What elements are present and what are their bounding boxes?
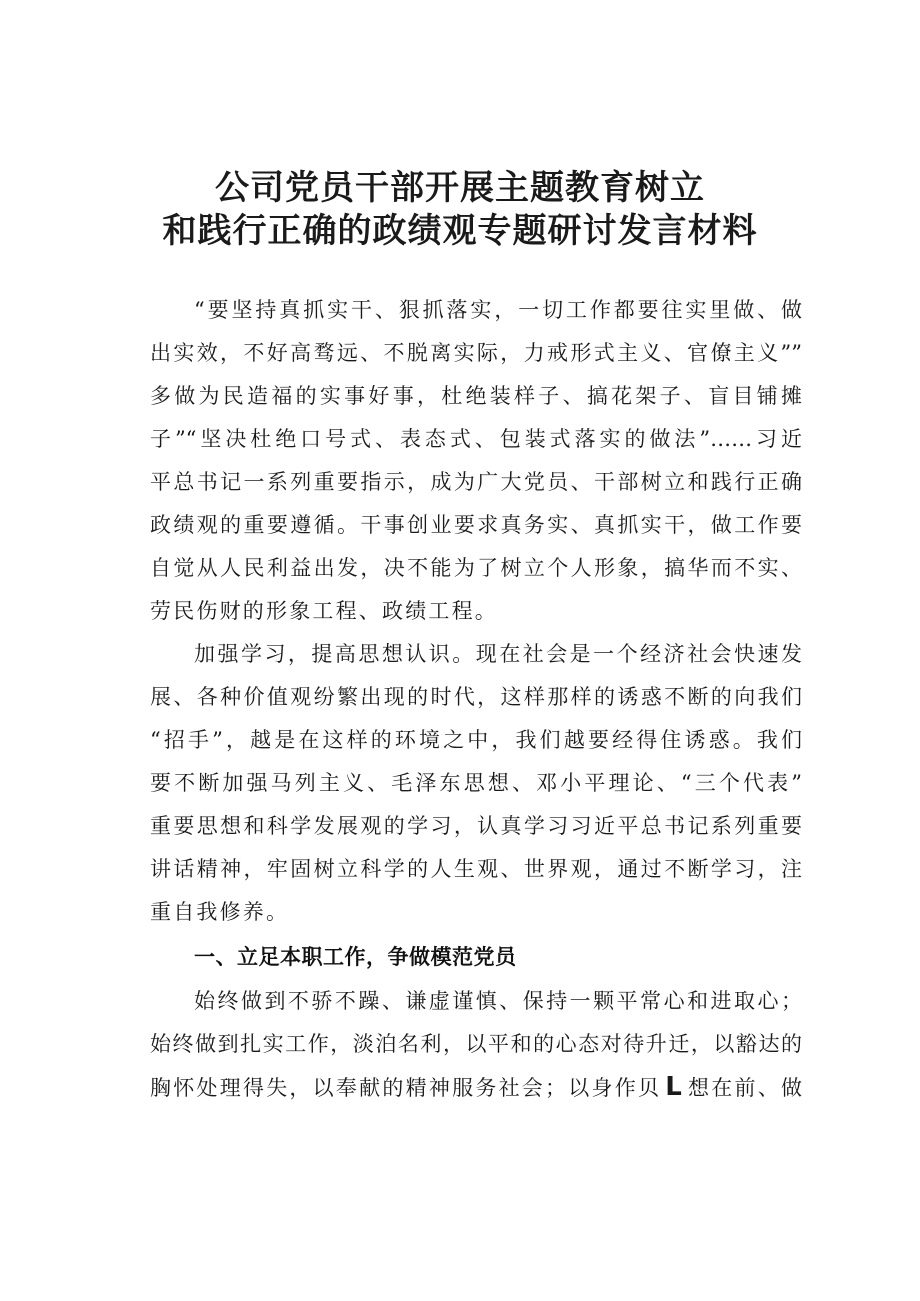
paragraph-3-line [150,1072,802,1102]
paragraph-2-line: 要不断加强马列主义、毛泽东思想、邓小平理论、“三个代表” [150,771,802,795]
paragraph-1-line: 政绩观的重要遵循。干事创业要求真务实、真抓实干，做工作要 [150,513,802,537]
paragraph-2-line: 重自我修养。 [150,900,290,924]
stray-glyph: L [665,1072,682,1102]
paragraph-1-line: 劳民伤财的形象工程、政绩工程。 [150,599,498,623]
section-heading: 一、立足本职工作，争做模范党员 [194,945,517,969]
paragraph-1-line: “要坚持真抓实干、狠抓落实，一切工作都要往实里做、做 [194,298,802,322]
paragraph-1-line: 出实效，不好高骛远、不脱离实际，力戒形式主义、官僚主义”” [150,341,802,365]
paragraph-3-line: 始终做到不骄不躁、谦虚谨慎、保持一颗平常心和进取心； [194,989,802,1013]
document-title-line-2: 和践行正确的政绩观专题研讨发言材料 [162,211,758,251]
paragraph-2-line: 重要思想和科学发展观的学习，认真学习习近平总书记系列重要 [150,814,802,838]
paragraph-2-line: 展、各种价值观纷繁出现的时代，这样那样的诱惑不断的向我们 [150,685,802,709]
paragraph-1-line: 平总书记一系列重要指示，成为广大党员、干部树立和践行正确 [150,470,802,494]
paragraph-1-line: 子”“坚决杜绝口号式、表态式、包装式落实的做法”……习近 [150,427,802,451]
paragraph-2-line: “招手”，越是在这样的环境之中，我们越要经得住诱惑。我们 [150,728,802,752]
paragraph-1-line: 多做为民造福的实事好事，杜绝装样子、搞花架子、盲目铺摊 [150,384,802,408]
paragraph-3-text: 胸怀处理得失，以奉献的精神服务社会；以身作贝 [150,1076,662,1100]
paragraph-3-tail: 想在前、做 [685,1076,803,1100]
paragraph-3-line: 始终做到扎实工作，淡泊名利，以平和的心态对待升迁，以豁达的 [150,1032,802,1056]
paragraph-2-line: 加强学习，提高思想认识。现在社会是一个经济社会快速发 [194,642,802,666]
paragraph-1-line: 自觉从人民利益出发，决不能为了树立个人形象，搞华而不实、 [150,556,802,580]
paragraph-2-line: 讲话精神，牢固树立科学的人生观、世界观，通过不断学习，注 [150,857,802,881]
document-title-line-1: 公司党员干部开展主题教育树立 [215,168,705,208]
